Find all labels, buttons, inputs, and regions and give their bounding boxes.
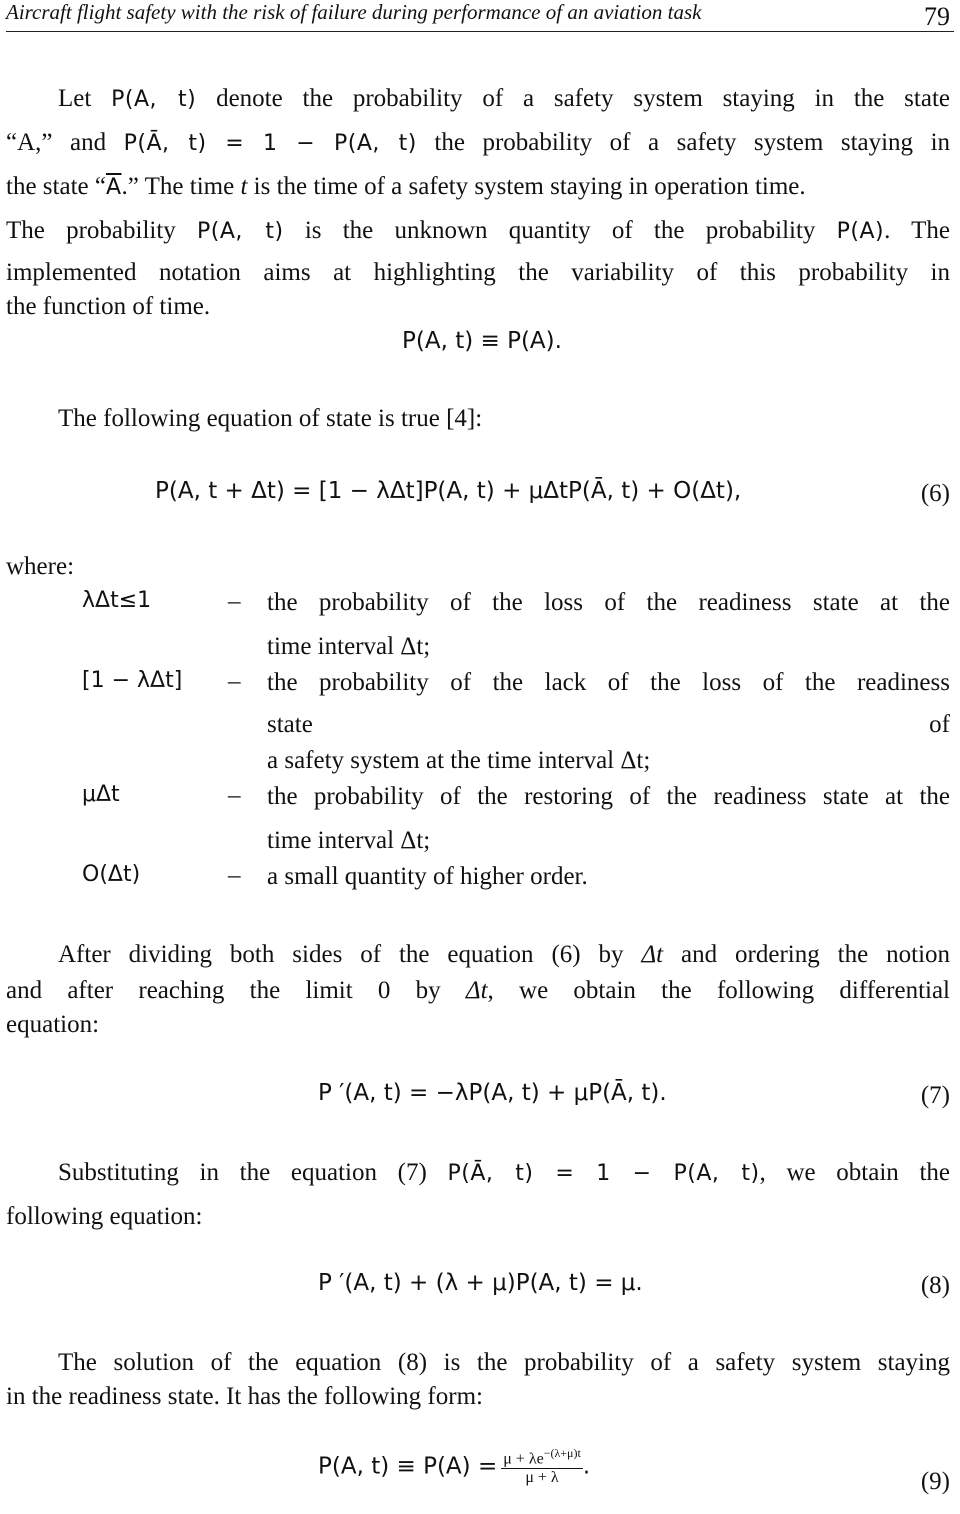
page-number: 79 [924,2,950,31]
math-p-a: P(A) [836,219,885,244]
math-p-abar-complement: P(Ā, t) = 1 − P(A, t) [123,131,417,156]
equation-8: P ′(A, t) + (λ + μ)P(A, t) = μ. [318,1270,643,1296]
p4-line-1: Substituting in the equation (7) P(Ā, t) = 1 − P(A, t), we obtain the [58,1159,950,1186]
p1-line-3: the state “$\overline{A}$.” The time t is the time of a safety system staying in operation time. [6,173,806,200]
p1-line-2: “A,” and P(Ā, t) = 1 − P(A, t) the probability of a safety system staying in [6,129,951,156]
p1-line-6: the function of time. [6,293,211,320]
where-desc-4-line-1: a small quantity of higher order. [267,863,588,890]
p1-line-4: The probability P(A, t) is the unknown quantity of the probability P(A). The [6,217,950,244]
math-p-a-t: P(A, t) [111,87,197,112]
where-desc-2-line-3: a safety system at the time interval Δt; [267,747,651,774]
p1-line-1: Let P(A, t) denote the probability of a safety system staying in the state [58,85,950,112]
equation-9: P(A, t) ≡ P(A) = $\frac{\mu + \lambda e^{-(\lambda+\mu)t}}{\mu + \lambda}$ . [318,1446,591,1487]
header-rule [6,31,954,32]
where-desc-3-line-1: the probability of the restoring of the readiness state at the [267,783,950,810]
equation-6: P(A, t + Δt) = [1 − λΔt]P(A, t) + μΔtP(Ā, t) + O(Δt), [155,478,742,504]
math-p-a-t-2: P(A, t) [197,219,284,244]
where-symbol-2: [1 − λΔt] [82,668,183,693]
equation-9-fraction: $\frac{\mu + \lambda e^{-(\lambda+\mu)t}}{\mu + \lambda}$ [503,1446,581,1487]
p3-line-3: equation: [6,1011,100,1038]
equation-8-number: (8) [920,1272,950,1299]
where-desc-1-line-1: the probability of the loss of the readiness state at the [267,589,950,616]
equation-6-number: (6) [920,480,950,507]
p5-line-2: in the readiness state. It has the following form: [6,1383,483,1410]
where-desc-2-line-2: state of [267,711,950,738]
where-label: where: [6,553,75,580]
p3-line-2: and after reaching the limit 0 by Δt, we obtain the following differential [6,977,951,1004]
p5-line-1: The solution of the equation (8) is the probability of a safety system staying [58,1349,950,1376]
math-abar: $\overline{A}$ [105,175,122,200]
where-desc-1-line-2: time interval Δt; [267,633,431,660]
equation-7-number: (7) [920,1082,950,1109]
math-substitution: P(Ā, t) = 1 − P(A, t) [447,1161,760,1186]
equation-identity: P(A, t) ≡ P(A). [402,328,562,354]
where-desc-2-line-1: the probability of the lack of the loss of the readiness [267,669,950,696]
where-dash-3: – [228,782,241,809]
p1-line-5: implemented notation aims at highlighting the variability of this probability in [6,259,950,286]
where-dash-2: – [228,668,241,695]
running-header: Aircraft flight safety with the risk of failure during performance of an aviation task [6,0,702,24]
p4-line-2: following equation: [6,1203,203,1230]
where-dash-4: – [228,862,241,889]
where-symbol-3: μΔt [82,782,120,807]
where-symbol-1: λΔt≤1 [82,588,152,613]
p2-text: The following equation of state is true [4]: [58,405,483,432]
equation-9-number: (9) [920,1468,950,1495]
where-symbol-4: O(Δt) [82,862,141,887]
p3-line-1: After dividing both sides of the equation (6) by Δt and ordering the notion [58,941,951,968]
equation-7: P ′(A, t) = −λP(A, t) + μP(Ā, t). [318,1080,667,1106]
where-desc-3-line-2: time interval Δt; [267,827,431,854]
where-dash-1: – [228,588,241,615]
